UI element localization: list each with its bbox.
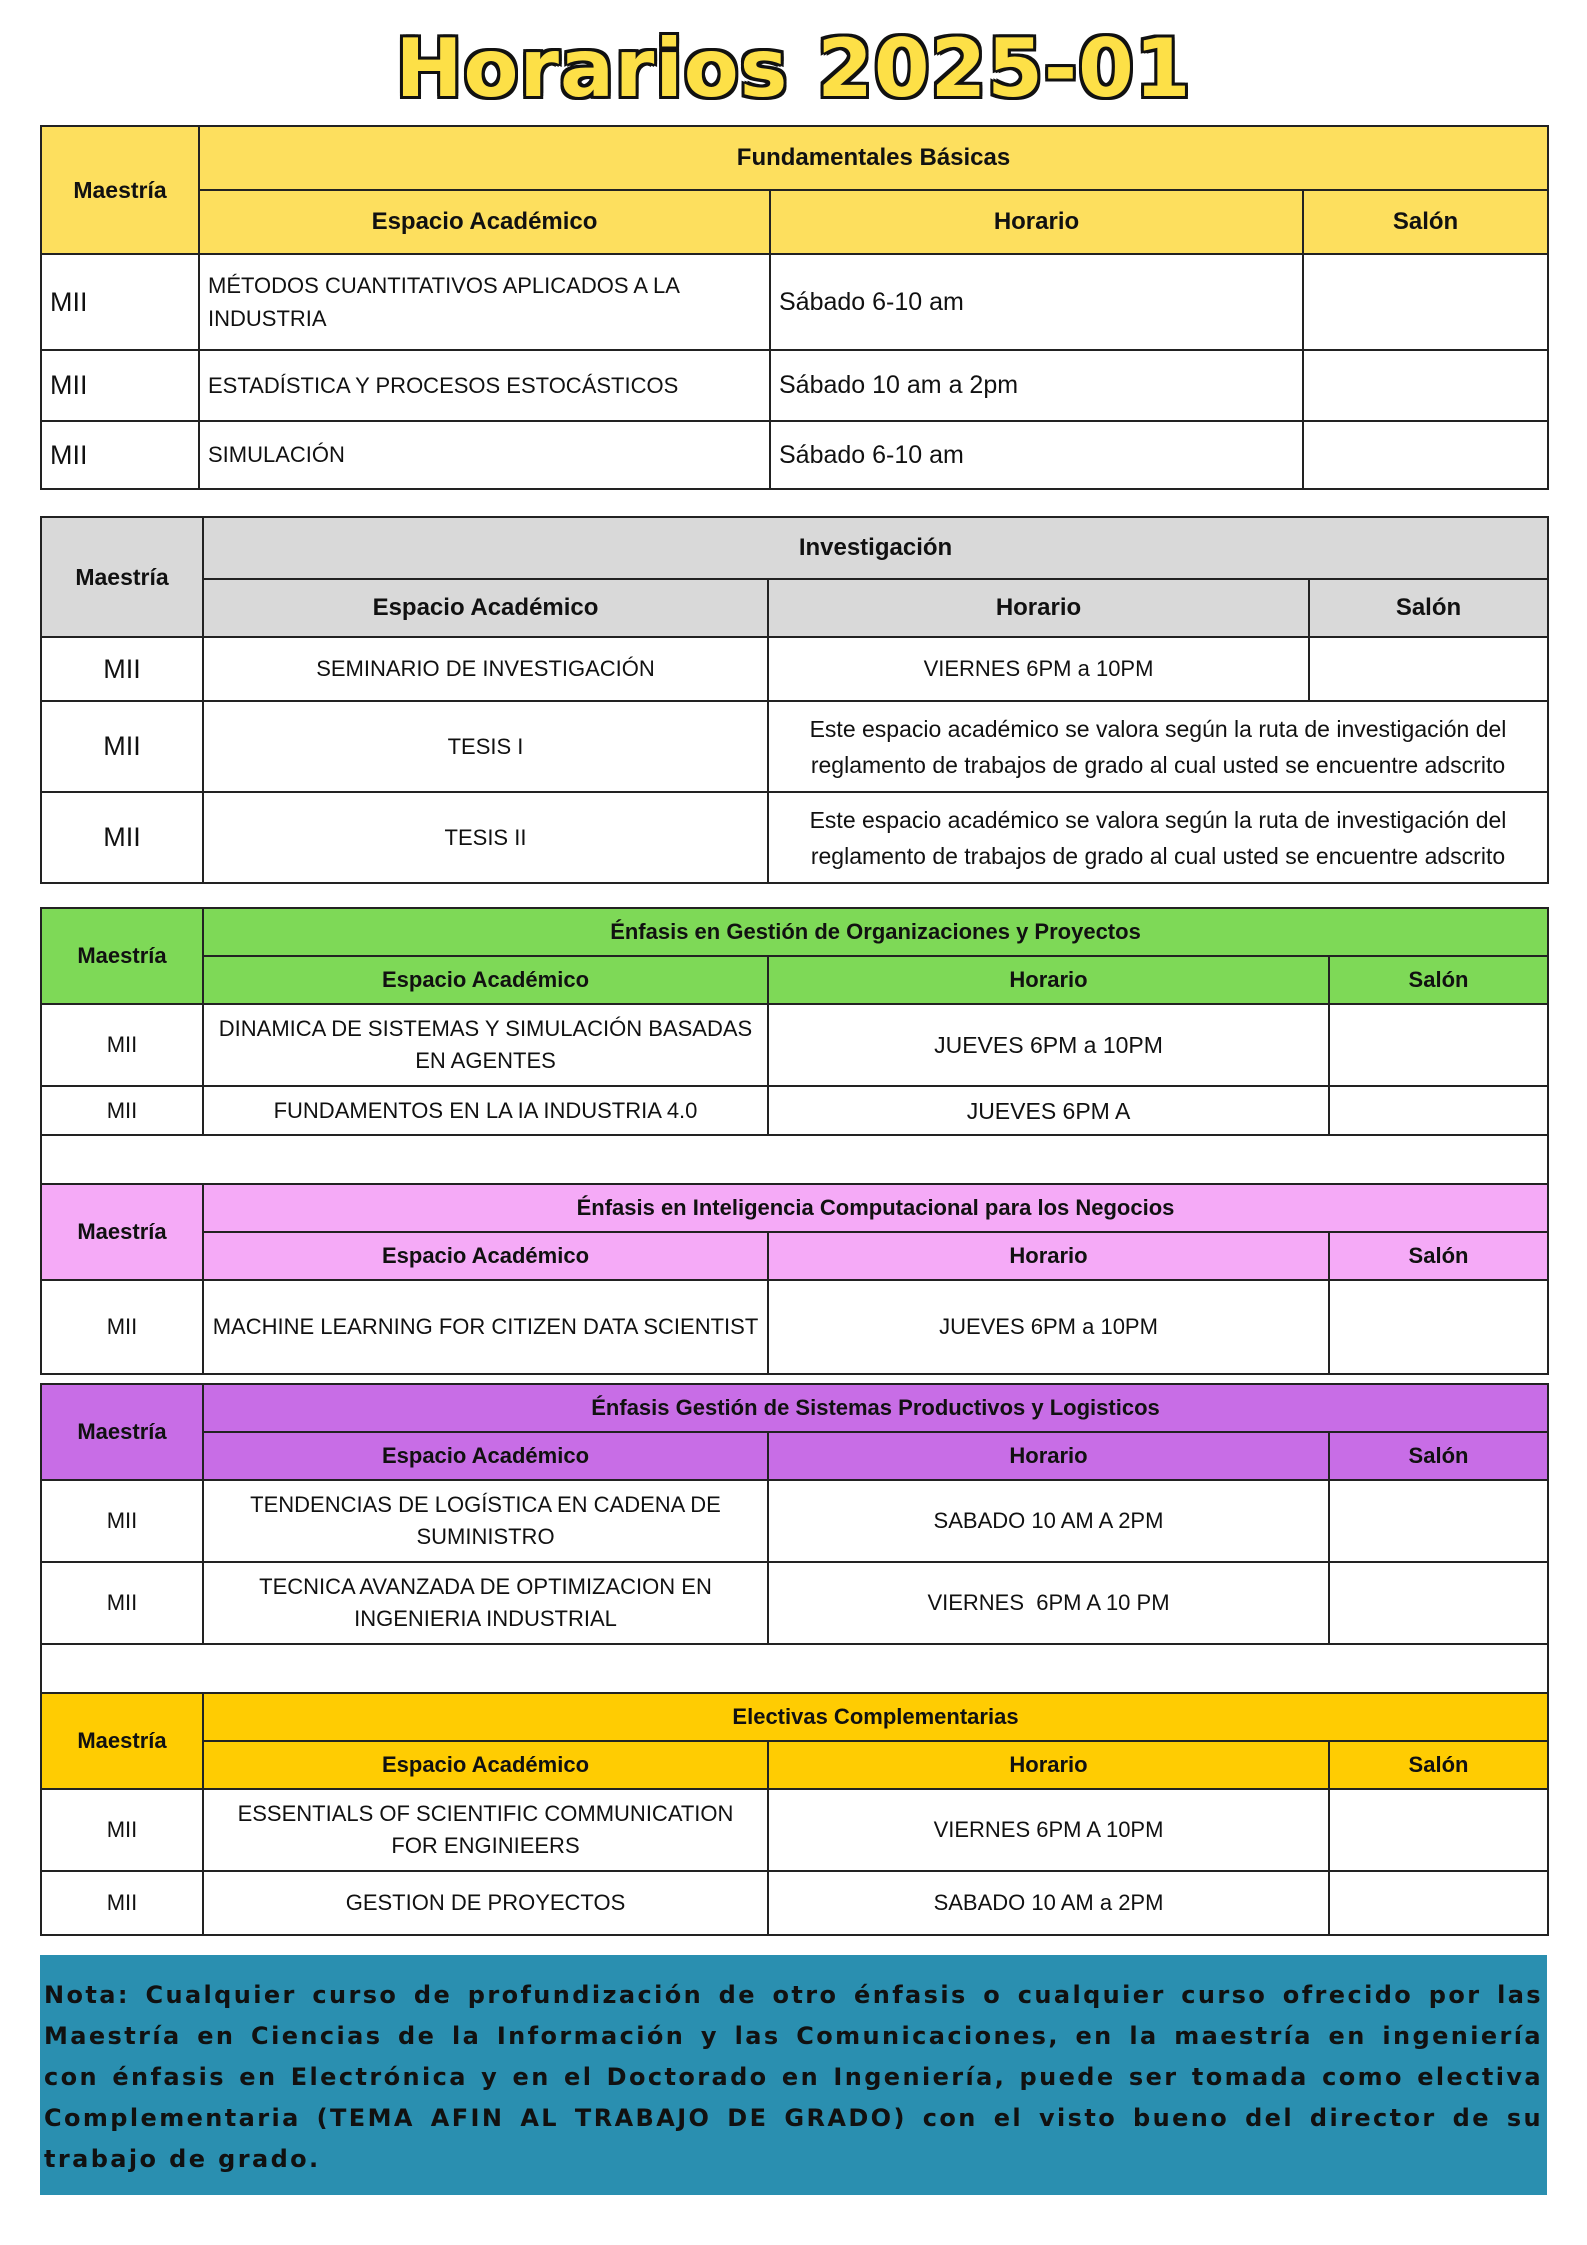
schedule-cell: SABADO 10 AM A 2PM	[768, 1480, 1329, 1562]
program-cell: MII	[41, 350, 199, 421]
col-header-horario: Horario	[768, 1232, 1329, 1280]
subject-cell: SEMINARIO DE INVESTIGACIÓN	[203, 637, 768, 701]
table-row	[41, 637, 1548, 701]
room-cell	[1303, 254, 1548, 350]
spacer-row	[41, 1644, 1548, 1693]
room-cell	[1309, 637, 1548, 701]
table-row	[41, 1562, 1548, 1644]
schedule-cell: VIERNES 6PM A 10 PM	[768, 1562, 1329, 1644]
table-row	[41, 421, 1548, 489]
subject-cell: GESTION DE PROYECTOS	[203, 1871, 768, 1935]
table-enfasis	[40, 907, 1549, 1936]
program-cell: MII	[41, 1871, 203, 1935]
col-header-espacio: Espacio Académico	[203, 956, 768, 1004]
subject-cell: FUNDAMENTOS EN LA IA INDUSTRIA 4.0	[203, 1086, 768, 1135]
gap-row	[41, 1374, 1548, 1384]
room-cell	[1329, 1004, 1548, 1086]
table-row	[41, 350, 1548, 421]
subject-cell: TENDENCIAS DE LOGÍSTICA EN CADENA DE SUMINISTRO	[203, 1480, 768, 1562]
table-row	[41, 792, 1548, 883]
schedule-cell: VIERNES 6PM a 10PM	[768, 637, 1309, 701]
col-header-horario: Horario	[768, 1432, 1329, 1480]
program-cell: MII	[41, 254, 199, 350]
col-header-espacio: Espacio Académico	[199, 190, 770, 254]
col-header-salon: Salón	[1329, 1741, 1548, 1789]
col-header-horario: Horario	[770, 190, 1303, 254]
col-header-salon: Salón	[1329, 1232, 1548, 1280]
room-cell	[1329, 1789, 1548, 1871]
table-row	[41, 1871, 1548, 1935]
col-header-maestria: Maestría	[41, 126, 199, 254]
col-header-espacio: Espacio Académico	[203, 1741, 768, 1789]
col-header-maestria: Maestría	[41, 908, 203, 1004]
subject-cell: MACHINE LEARNING FOR CITIZEN DATA SCIENTIST	[203, 1280, 768, 1374]
schedule-cell: VIERNES 6PM A 10PM	[768, 1789, 1329, 1871]
table-row	[41, 254, 1548, 350]
section-title: Énfasis en Inteligencia Computacional para los Negocios	[203, 1184, 1548, 1232]
footnote-text-end: ) con el visto bueno del director de su trabajo de grado.	[44, 2104, 1543, 2173]
room-cell	[1329, 1871, 1548, 1935]
col-header-espacio: Espacio Académico	[203, 579, 768, 637]
program-cell: MII	[41, 701, 203, 792]
section-title: Fundamentales Básicas	[199, 126, 1548, 190]
table-investigacion	[40, 516, 1549, 884]
subject-cell: ESTADÍSTICA Y PROCESOS ESTOCÁSTICOS	[199, 350, 770, 421]
col-header-maestria: Maestría	[41, 517, 203, 637]
table-row	[41, 1480, 1548, 1562]
program-cell: MII	[41, 421, 199, 489]
subject-cell: TESIS I	[203, 701, 768, 792]
program-cell: MII	[41, 1789, 203, 1871]
schedule-cell: SABADO 10 AM a 2PM	[768, 1871, 1329, 1935]
room-cell	[1329, 1562, 1548, 1644]
room-cell	[1329, 1280, 1548, 1374]
subject-cell: TESIS II	[203, 792, 768, 883]
subject-cell: TECNICA AVANZADA DE OPTIMIZACION EN INGENIERIA INDUSTRIAL	[203, 1562, 768, 1644]
table-fundamentales	[40, 125, 1549, 490]
col-header-espacio: Espacio Académico	[203, 1432, 768, 1480]
col-header-horario: Horario	[768, 1741, 1329, 1789]
col-header-horario: Horario	[768, 579, 1309, 637]
subject-cell: SIMULACIÓN	[199, 421, 770, 489]
subject-cell: ESSENTIALS OF SCIENTIFIC COMMUNICATION FOR ENGINIEERS	[203, 1789, 768, 1871]
schedule-cell: Sábado 6-10 am	[770, 421, 1303, 489]
table-row	[41, 1789, 1548, 1871]
subject-cell: MÉTODOS CUANTITATIVOS APLICADOS A LA INDUSTRIA	[199, 254, 770, 350]
table-row	[41, 1004, 1548, 1086]
program-cell: MII	[41, 1480, 203, 1562]
room-cell	[1303, 421, 1548, 489]
col-header-salon: Salón	[1303, 190, 1548, 254]
room-cell	[1329, 1480, 1548, 1562]
col-header-salon: Salón	[1329, 1432, 1548, 1480]
col-header-horario: Horario	[768, 956, 1329, 1004]
subject-cell: DINAMICA DE SISTEMAS Y SIMULACIÓN BASADAS EN AGENTES	[203, 1004, 768, 1086]
room-cell	[1303, 350, 1548, 421]
col-header-salon: Salón	[1309, 579, 1548, 637]
research-route-note: Este espacio académico se valora según la ruta de investigación del reglamento de trabajos de grado al cual usted se encuentre adscrito	[768, 701, 1548, 792]
footnote-text: Nota: Cualquier curso de profundización de otro énfasis o cualquier curso ofrecido por las Maestría en Ciencias de la Información y las Comunicaciones, en la maestría en ingeniería con énfasis en Electrónica y en el Doctorado en Ingeniería, puede ser tomada como electiva Complementaria (	[44, 1981, 1543, 2132]
section-title: Énfasis en Gestión de Organizaciones y Proyectos	[203, 908, 1548, 956]
spacer-row	[41, 1135, 1548, 1184]
program-cell: MII	[41, 792, 203, 883]
col-header-salon: Salón	[1329, 956, 1548, 1004]
program-cell: MII	[41, 1562, 203, 1644]
page-title: Horarios 2025-01	[395, 22, 1192, 115]
schedule-cell: Sábado 10 am a 2pm	[770, 350, 1303, 421]
section-title: Investigación	[203, 517, 1548, 579]
schedule-cell: JUEVES 6PM a 10PM	[768, 1004, 1329, 1086]
table-row	[41, 701, 1548, 792]
table-row	[41, 1280, 1548, 1374]
program-cell: MII	[41, 1004, 203, 1086]
schedule-cell: JUEVES 6PM a 10PM	[768, 1280, 1329, 1374]
program-cell: MII	[41, 1086, 203, 1135]
footnote-box	[40, 1955, 1547, 2195]
col-header-maestria: Maestría	[41, 1384, 203, 1480]
section-title: Énfasis Gestión de Sistemas Productivos y Logisticos	[203, 1384, 1548, 1432]
col-header-espacio: Espacio Académico	[203, 1232, 768, 1280]
program-cell: MII	[41, 637, 203, 701]
schedule-cell: JUEVES 6PM A	[768, 1086, 1329, 1135]
room-cell	[1329, 1086, 1548, 1135]
footnote-emphasis: TEMA AFIN AL TRABAJO DE GRADO	[330, 2104, 894, 2132]
section-title: Electivas Complementarias	[203, 1693, 1548, 1741]
col-header-maestria: Maestría	[41, 1693, 203, 1789]
research-route-note: Este espacio académico se valora según la ruta de investigación del reglamento de trabajos de grado al cual usted se encuentre adscrito	[768, 792, 1548, 883]
table-row	[41, 1086, 1548, 1135]
col-header-maestria: Maestría	[41, 1184, 203, 1280]
schedule-cell: Sábado 6-10 am	[770, 254, 1303, 350]
program-cell: MII	[41, 1280, 203, 1374]
